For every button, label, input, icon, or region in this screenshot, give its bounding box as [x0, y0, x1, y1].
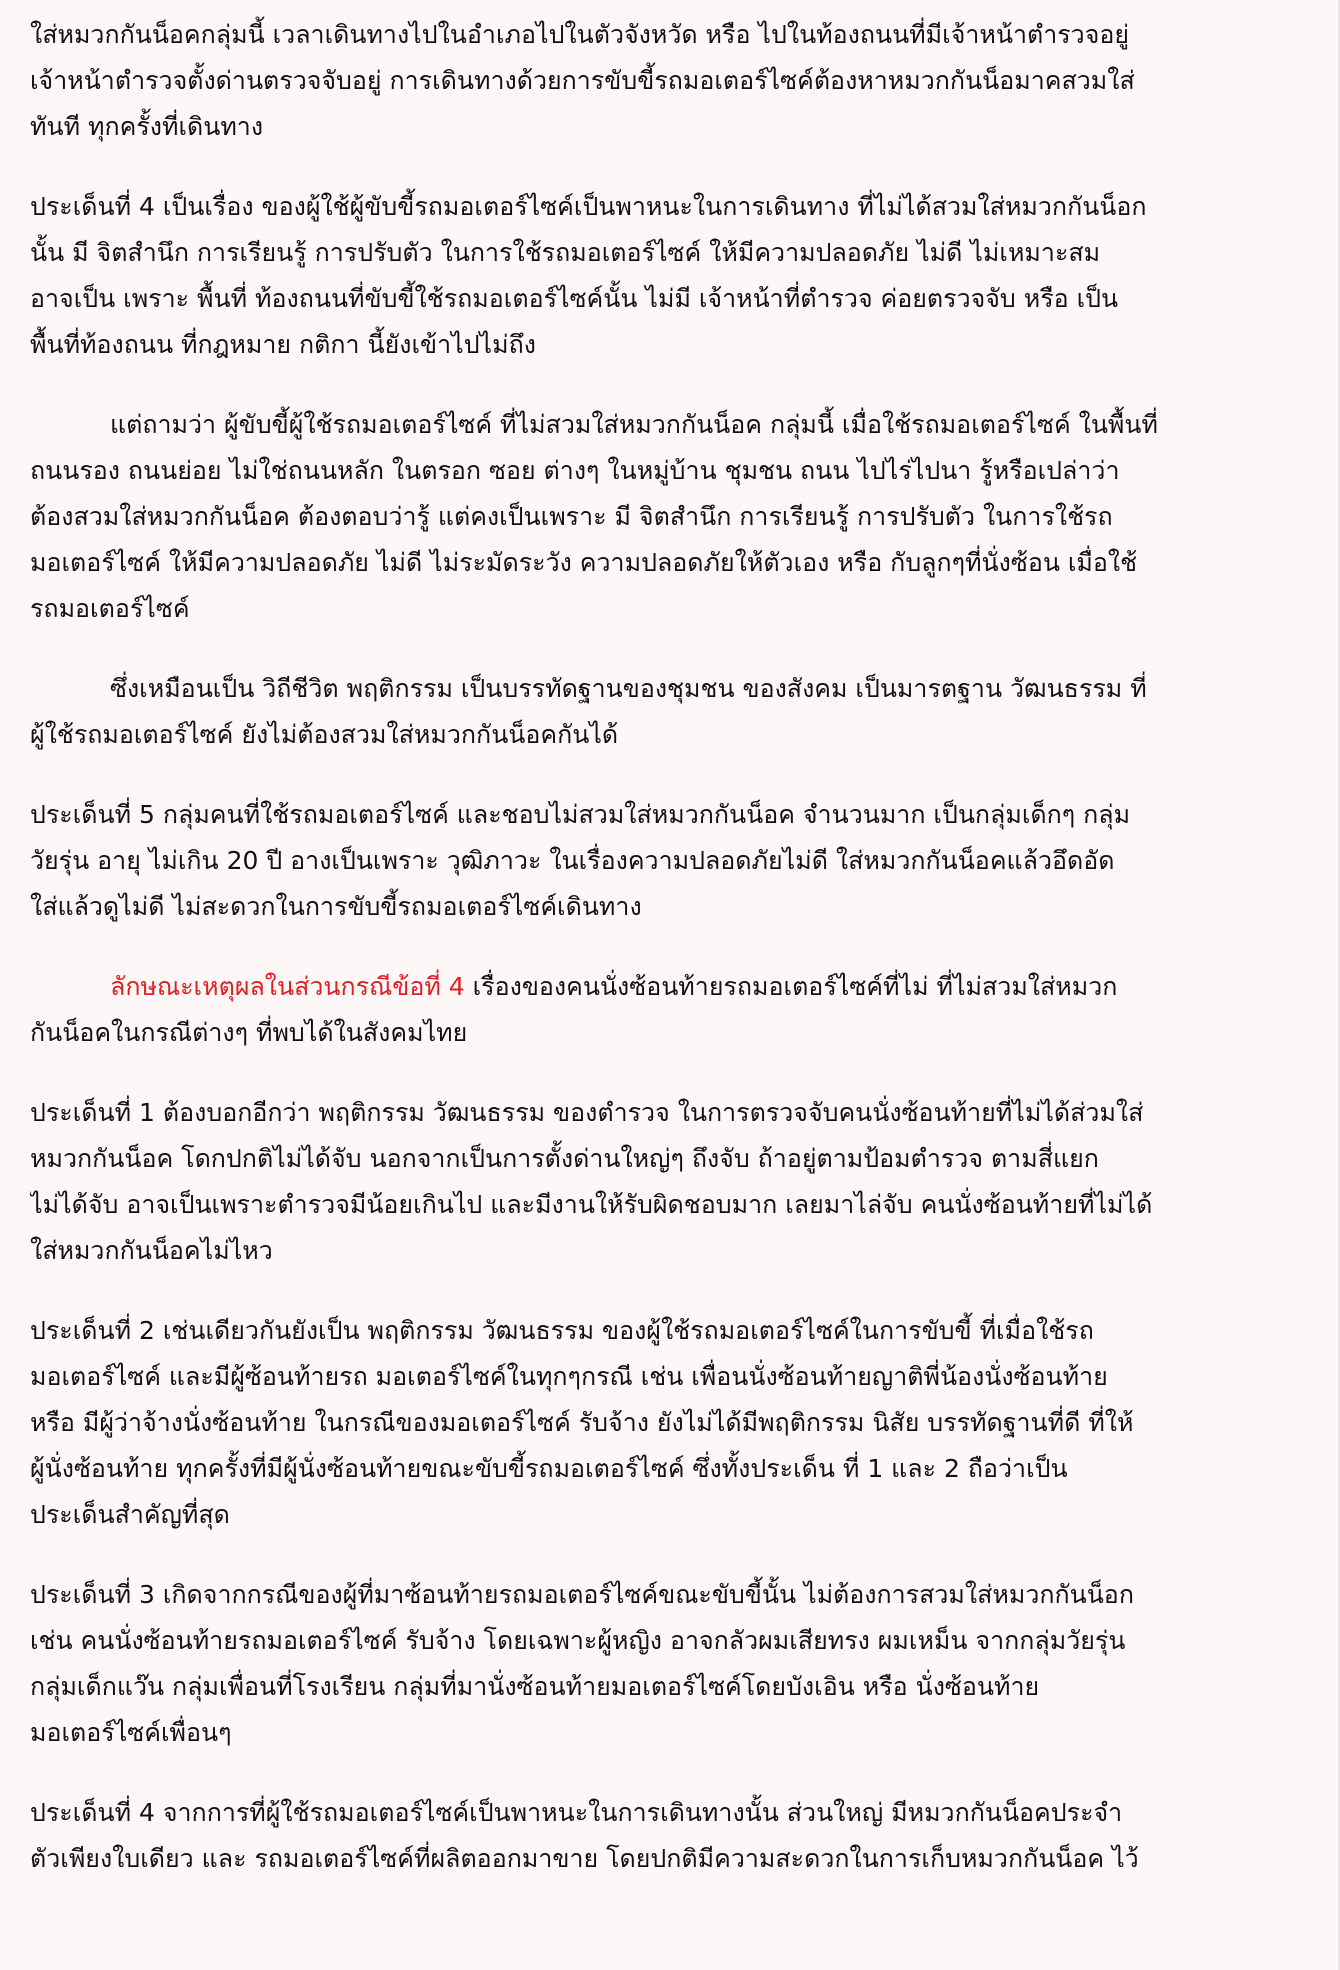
paragraph-7	[30, 1090, 1310, 1274]
text-line: ประเด็นที่ 2 เช่นเดียวกันยังเป็น พฤติกรรม วัฒนธรรม ของผู้ใช้รถมอเตอร์ไซค์ในการขับขี้ ที่เมื่อใช้รถ	[30, 1316, 1094, 1345]
text-line: ประเด็นที่ 4 จากการที่ผู้ใช้รถมอเตอร์ไซค์เป็นพาหนะในการเดินทางนั้น ส่วนใหญ่ มีหมวกกันน็อคประจำ	[30, 1798, 1123, 1827]
paragraph-4	[30, 666, 1310, 758]
text-line: ประเด็นที่ 1 ต้องบอกอีกว่า พฤติกรรม วัฒนธรรม ของตำรวจ ในการตรวจจับคนนั่งซ้อนท้ายที่ไม่ได้ส่วมใส่	[30, 1098, 1144, 1127]
text-line: ใส่หมวกกันน็อคไม่ไหว	[30, 1236, 273, 1265]
text-line: ผู้นั่งซ้อนท้าย ทุกครั้งที่มีผู้นั่งซ้อนท้ายขณะขับขี้รถมอเตอร์ไซค์ ซึ่งทั้งประเด็น ที่ 1 และ 2 ถือว่าเป็น	[30, 1454, 1068, 1483]
text-line: กันน็อคในกรณีต่างๆ ที่พบได้ในสังคมไทย	[30, 1018, 468, 1047]
paragraph-2	[30, 184, 1310, 368]
text-line: แต่ถามว่า ผู้ขับขี้ผู้ใช้รถมอเตอร์ไซค์ ที่ไม่สวมใส่หมวกกันน็อค กลุ่มนี้ เมื่อใช้รถมอเตอร์ไซค์ ในพื้นที่	[110, 410, 1158, 439]
paragraph-9	[30, 1572, 1310, 1756]
text-line: พื้นที่ท้องถนน ที่กฎหมาย กติกา นี้ยังเข้าไปไม่ถึง	[30, 330, 536, 359]
text-line: ถนนรอง ถนนย่อย ไม่ใช่ถนนหลัก ในตรอก ซอย ต่างๆ ในหมู่บ้าน ชุมชน ถนน ไปไร่ไปนา รู้หรือเปล่าว่า	[30, 456, 1120, 485]
paragraph-1	[30, 12, 1310, 150]
text-line: เจ้าหน้าตำรวจตั้งด่านตรวจจับอยู่ การเดินทางด้วยการขับขี้รถมอเตอร์ไซค์ต้องหาหมวกกันน็อมาคสวมใส่	[30, 66, 1135, 95]
text-line	[30, 964, 1310, 1010]
text-line: กลุ่มเด็กแว๊น กลุ่มเพื่อนที่โรงเรียน กลุ่มที่มานั่งซ้อนท้ายมอเตอร์ไซค์โดยบังเอิน หรือ นั่งซ้อนท้าย	[30, 1672, 1040, 1701]
paragraph-3	[30, 402, 1310, 632]
paragraph-6	[30, 964, 1310, 1056]
text-line: มอเตอร์ไซค์ ให้มีความปลอดภัย ไม่ดี ไม่ระมัดระวัง ความปลอดภัยให้ตัวเอง หรือ กับลูกๆที่นั่งซ้อน เมื่อใช้	[30, 548, 1138, 577]
text-line: ประเด็นที่ 3 เกิดจากกรณีของผู้ที่มาซ้อนท้ายรถมอเตอร์ไซค์ขณะขับขี้นั้น ไม่ต้องการสวมใส่หมวกกันน็อก	[30, 1580, 1134, 1609]
text-line: เช่น คนนั่งซ้อนท้ายรถมอเตอร์ไซค์ รับจ้าง โดยเฉพาะผู้หญิง อาจกลัวผมเสียทรง ผมเหม็น จากกลุ่มวัยรุ่น	[30, 1626, 1126, 1655]
text-line: ประเด็นที่ 5 กลุ่มคนที่ใช้รถมอเตอร์ไซค์ และชอบไม่สวมใส่หมวกกันน็อค จำนวนมาก เป็นกลุ่มเด็กๆ กลุ่ม	[30, 800, 1131, 829]
paragraph-8	[30, 1308, 1310, 1538]
text-line: ตัวเพียงใบเดียว และ รถมอเตอร์ไซค์ที่ผลิตออกมาขาย โดยปกติมีความสะดวกในการเก็บหมวกกันน็อค ไว้	[30, 1844, 1139, 1873]
text-line: วัยรุ่น อายุ ไม่เกิน 20 ปี อางเป็นเพราะ วุฒิภาวะ ในเรื่องความปลอดภัยไม่ดี ใส่หมวกกันน็อคแล้วอึดอัด	[30, 846, 1115, 875]
paragraph-10	[30, 1790, 1310, 1882]
text-line: ใส่แล้วดูไม่ดี ไม่สะดวกในการขับขี้รถมอเตอร์ไซค์เดินทาง	[30, 892, 642, 921]
paragraph-5	[30, 792, 1310, 930]
text-line-rest: เรื่องของคนนั่งซ้อนท้ายรถมอเตอร์ไซค์ที่ไม่ ที่ไม่สวมใส่หมวก	[464, 972, 1118, 1001]
text-line: นั้น มี จิตสำนึก การเรียนรู้ การปรับตัว ในการใช้รถมอเตอร์ไซค์ ให้มีความปลอดภัย ไม่ดี ไม่เหมาะสม	[30, 238, 1101, 267]
text-line: ผู้ใช้รถมอเตอร์ไซค์ ยังไม่ต้องสวมใส่หมวกกันน็อคกันได้	[30, 720, 619, 749]
text-line: หมวกกันน็อค โดกปกติไม่ได้จับ นอกจากเป็นการตั้งด่านใหญ่ๆ ถึงจับ ถ้าอยู่ตามป้อมตำรวจ ตามสี่แยก	[30, 1144, 1099, 1173]
text-line: หรือ มีผู้ว่าจ้างนั่งซ้อนท้าย ในกรณีของมอเตอร์ไซค์ รับจ้าง ยังไม่ได้มีพฤติกรรม นิสัย บรรทัดฐานที่ดี ที่ให้	[30, 1408, 1134, 1437]
text-line: มอเตอร์ไซค์เพื่อนๆ	[30, 1718, 232, 1747]
text-line: ประเด็นสำคัญที่สุด	[30, 1500, 230, 1529]
text-line: ต้องสวมใส่หมวกกันน็อค ต้องตอบว่ารู้ แต่คงเป็นเพราะ มี จิตสำนึก การเรียนรู้ การปรับตัว ในการใช้รถ	[30, 502, 1113, 531]
text-line: มอเตอร์ไซค์ และมีผู้ซ้อนท้ายรถ มอเตอร์ไซค์ในทุกๆกรณี เช่น เพื่อนนั่งซ้อนท้ายญาติพี่น้องนั่งซ้อนท้าย	[30, 1362, 1108, 1391]
text-line: ไม่ได้จับ อาจเป็นเพราะตำรวจมีน้อยเกินไป และมีงานให้รับผิดชอบมาก เลยมาไล่จับ คนนั่งซ้อนท้ายที่ไม่ได้	[30, 1190, 1153, 1219]
text-line: ประเด็นที่ 4 เป็นเรื่อง ของผู้ใช้ผู้ขับขี้รถมอเตอร์ไซค์เป็นพาหนะในการเดินทาง ที่ไม่ได้สวมใส่หมวกกันน็อก	[30, 192, 1147, 221]
text-line: รถมอเตอร์ไซค์	[30, 594, 190, 623]
text-line: ใส่หมวกกันน็อคกลุ่มนี้ เวลาเดินทางไปในอำเภอไปในตัวจังหวัด หรือ ไปในท้องถนนที่มีเจ้าหน้าตำรวจอยู่	[30, 20, 1130, 49]
highlighted-heading: ลักษณะเหตุผลในส่วนกรณีข้อที่ 4	[110, 972, 465, 1001]
text-line: ทันที ทุกครั้งที่เดินทาง	[30, 112, 264, 141]
text-line: อาจเป็น เพราะ พื้นที่ ท้องถนนที่ขับขี้ใช้รถมอเตอร์ไซค์นั้น ไม่มี เจ้าหน้าที่ตำรวจ ค่อยตรวจจับ หรือ เป็น	[30, 284, 1119, 313]
text-line: ซึ่งเหมือนเป็น วิถีชีวิต พฤติกรรม เป็นบรรทัดฐานของชุมชน ของสังคม เป็นมารตฐาน วัฒนธรรม ที่	[110, 674, 1147, 703]
